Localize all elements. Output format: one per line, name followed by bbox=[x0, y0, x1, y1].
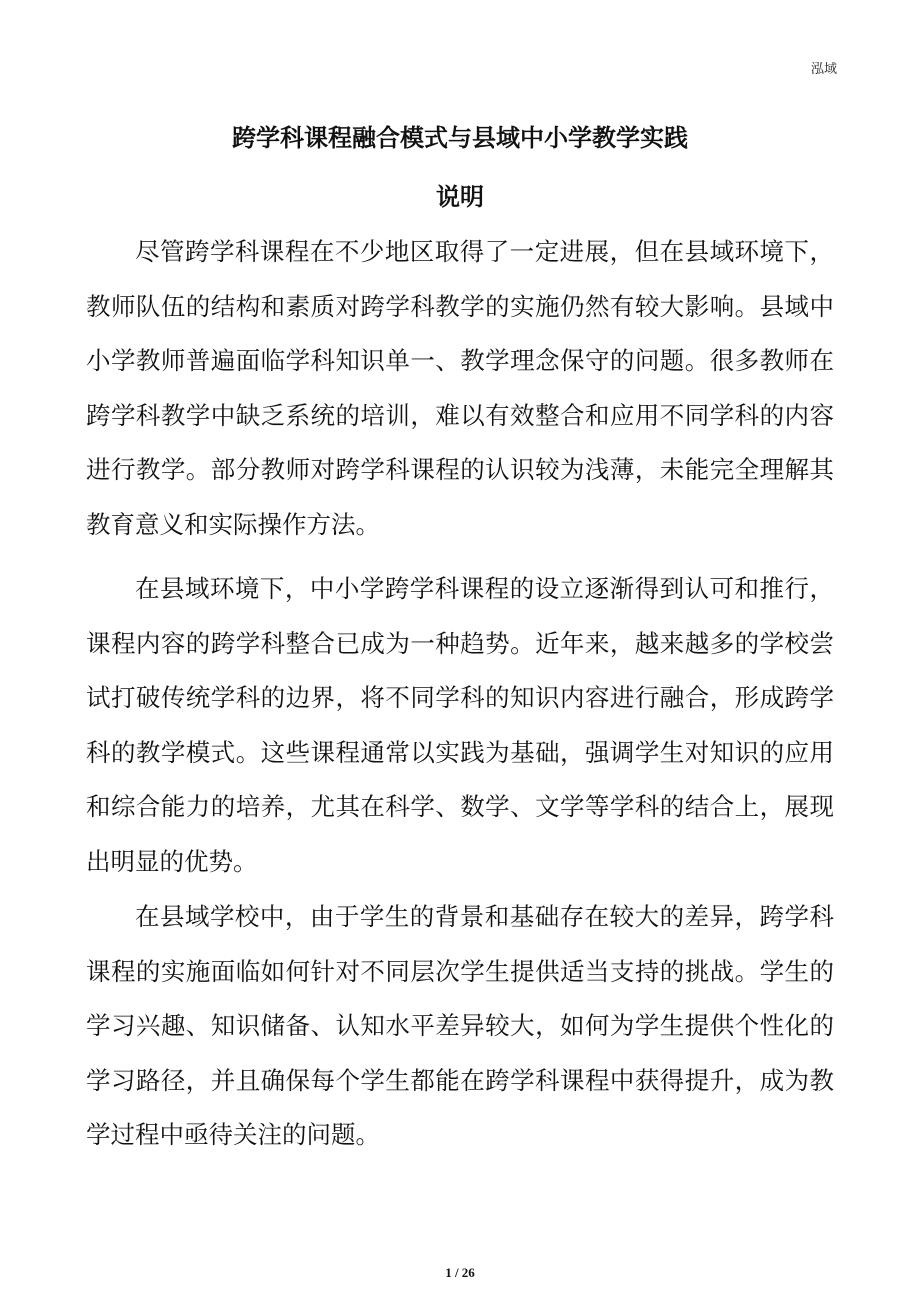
section-heading: 说明 bbox=[436, 183, 484, 211]
body-paragraph-1: 尽管跨学科课程在不少地区取得了一定进展，但在县域环境下，教师队伍的结构和素质对跨学科教学的实施仍然有较大影响。县域中小学教师普遍面临学科知识单一、教学理念保守的问题。很多教师在跨学科教学中缺乏系统的培训，难以有效整合和应用不同学科的内容进行教学。部分教师对跨学科课程的认识较为浅薄，未能完全理解其教育意义和实际操作方法。 bbox=[86, 237, 834, 539]
body-paragraph-3: 在县域学校中，由于学生的背景和基础存在较大的差异，跨学科课程的实施面临如何针对不同层次学生提供适当支持的挑战。学生的学习兴趣、知识储备、认知水平差异较大，如何为学生提供个性化的学习路径，并且确保每个学生都能在跨学科课程中获得提升，成为教学过程中亟待关注的问题。 bbox=[86, 902, 834, 1149]
document-title: 跨学科课程融合模式与县域中小学教学实践 bbox=[232, 124, 688, 152]
page-number: 1 / 26 bbox=[445, 1265, 475, 1280]
header-brand-mark: 泓域 bbox=[810, 62, 837, 77]
body-paragraph-2: 在县域环境下，中小学跨学科课程的设立逐渐得到认可和推行，课程内容的跨学科整合已成为一种趋势。近年来，越来越多的学校尝试打破传统学科的边界，将不同学科的知识内容进行融合，形成跨学科的教学模式。这些课程通常以实践为基础，强调学生对知识的应用和综合能力的培养，尤其在科学、数学、文学等学科的结合上，展现出明显的优势。 bbox=[86, 574, 834, 876]
